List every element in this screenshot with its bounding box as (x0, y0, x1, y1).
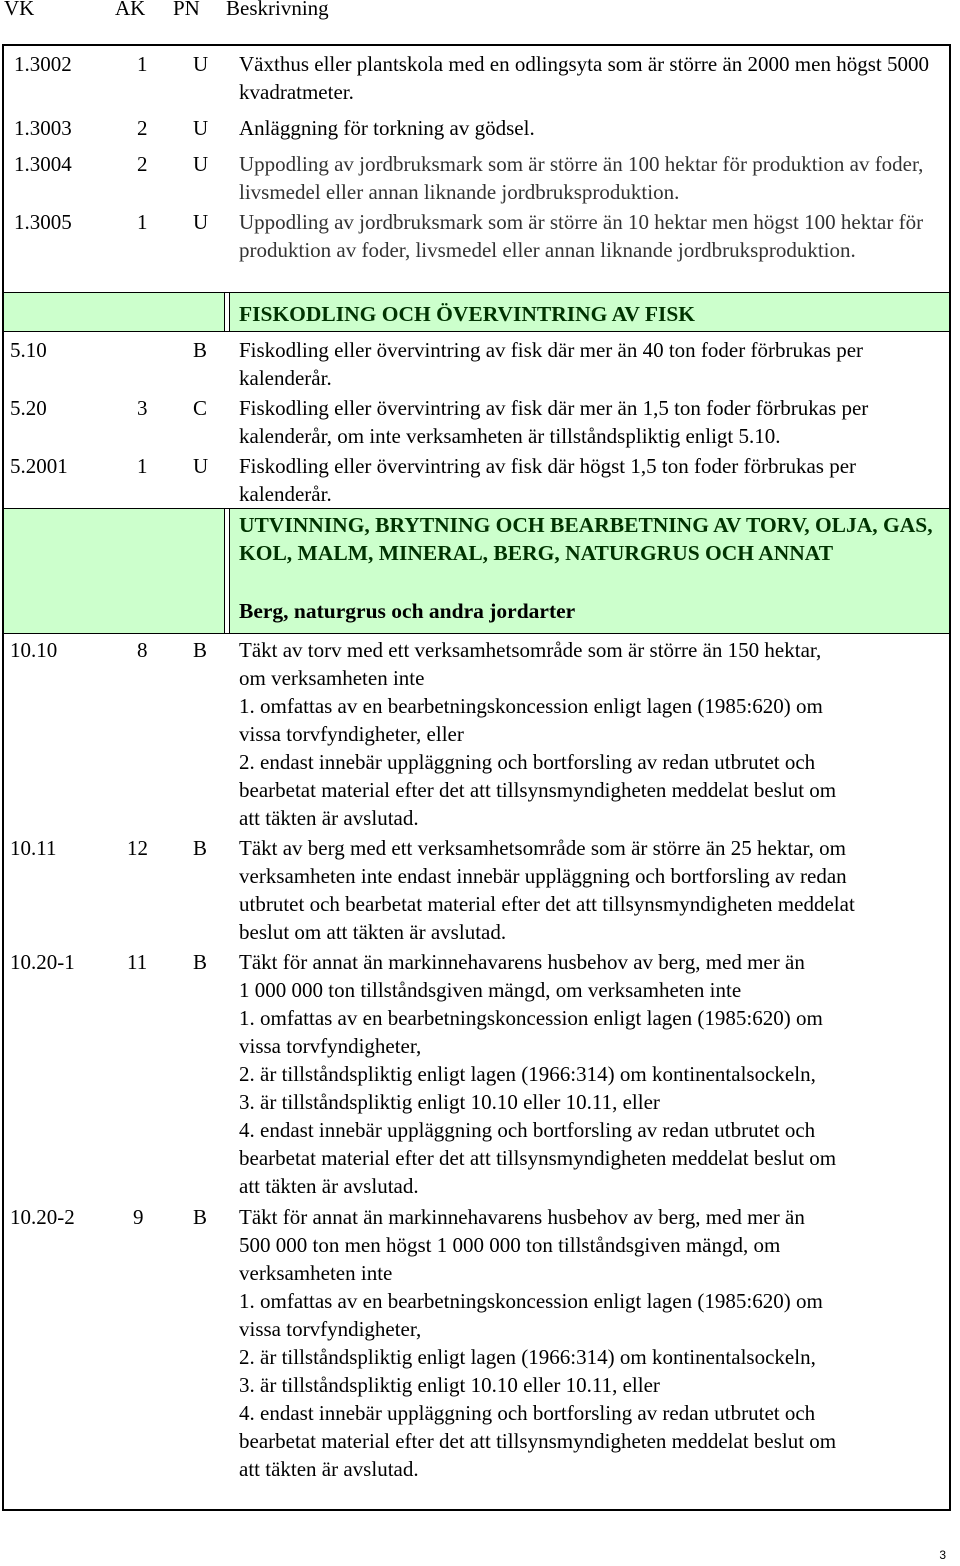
row-pn: B (193, 1205, 208, 1229)
desc-line: 4. endast innebär uppläggning och bortforsling av redan utbrutet och (239, 1401, 816, 1425)
desc-line: 1. omfattas av en bearbetningskoncession enligt lagen (1985:620) om (239, 694, 823, 718)
row-ak: 8 (137, 638, 148, 662)
desc-line: verksamheten inte endast innebär uppläggning och bortforsling av redan (239, 864, 847, 888)
row-vk: 10.20-1 (10, 950, 75, 974)
row-vk: 5.10 (10, 338, 47, 362)
desc-line: beslut om att täkten är avslutad. (239, 920, 507, 944)
row-vk: 10.20-2 (10, 1205, 75, 1229)
header-vk: VK (4, 0, 35, 20)
header-ak: AK (115, 0, 146, 20)
row-vk: 5.2001 (10, 454, 68, 478)
row-ak: 12 (127, 836, 148, 860)
row-desc (239, 636, 941, 832)
row-pn: B (193, 338, 208, 362)
desc-line: bearbetat material efter det att tillsynsmyndigheten meddelat beslut om (239, 1429, 837, 1453)
row-vk: 1.3004 (14, 152, 72, 176)
row-ak: 1 (137, 52, 148, 76)
row-desc: Uppodling av jordbruksmark som är större än 10 hektar men högst 100 hektar för produktion av foder, livsmedel eller annan liknande jordbruksproduktion. (239, 210, 924, 262)
section-header-fisk (4, 292, 949, 332)
row-desc (239, 834, 941, 946)
row-pn: U (193, 116, 209, 140)
desc-line: verksamheten inte (239, 1261, 393, 1285)
section-spacer (4, 509, 225, 633)
desc-line: att täkten är avslutad. (239, 1174, 419, 1198)
row-vk: 5.20 (10, 396, 47, 420)
row-desc: Fiskodling eller övervintring av fisk där högst 1,5 ton foder förbrukas per kalenderår. (239, 454, 857, 506)
row-desc: Fiskodling eller övervintring av fisk där mer än 40 ton foder förbrukas per kalenderår. (239, 338, 864, 390)
activity-table (2, 44, 951, 1511)
row-desc: Anläggning för torkning av gödsel. (239, 116, 535, 140)
desc-line: 1. omfattas av en bearbetningskoncession enligt lagen (1985:620) om (239, 1289, 823, 1313)
row-pn: B (193, 950, 208, 974)
header-pn: PN (173, 0, 200, 20)
row-pn: C (193, 396, 208, 420)
desc-line: Täkt för annat än markinnehavarens husbehov av berg, med mer än (239, 950, 805, 974)
row-ak: 1 (137, 454, 148, 478)
desc-line: att täkten är avslutad. (239, 806, 419, 830)
row-pn: U (193, 152, 209, 176)
section-header-utvinning (4, 508, 949, 634)
row-desc: Växthus eller plantskola med en odlingsyta som är större än 2000 men högst 5000 kvadratmeter. (239, 52, 929, 104)
row-pn: U (193, 52, 209, 76)
desc-line: vissa torvfyndigheter, eller (239, 722, 464, 746)
header-desc: Beskrivning (226, 0, 329, 20)
desc-line: att täkten är avslutad. (239, 1457, 419, 1481)
row-pn: U (193, 454, 209, 478)
desc-line: 2. endast innebär uppläggning och bortforsling av redan utbrutet och (239, 750, 816, 774)
row-desc (239, 1203, 941, 1483)
desc-line: vissa torvfyndigheter, (239, 1317, 422, 1341)
desc-line: 3. är tillståndspliktig enligt 10.10 eller 10.11, eller (239, 1090, 660, 1114)
row-pn: B (193, 638, 208, 662)
section-title: FISKODLING OCH ÖVERVINTRING AV FISK (239, 302, 696, 326)
desc-line: 1. omfattas av en bearbetningskoncession enligt lagen (1985:620) om (239, 1006, 823, 1030)
row-vk: 1.3003 (14, 116, 72, 140)
row-ak: 2 (137, 116, 148, 140)
desc-line: Täkt av torv med ett verksamhetsområde som är större än 150 hektar, (239, 638, 822, 662)
row-ak: 2 (137, 152, 148, 176)
row-vk: 1.3005 (14, 210, 72, 234)
desc-line: bearbetat material efter det att tillsynsmyndigheten meddelat beslut om (239, 778, 837, 802)
row-ak: 3 (137, 396, 148, 420)
section-subtitle: Berg, naturgrus och andra jordarter (239, 599, 576, 623)
desc-line: 4. endast innebär uppläggning och bortforsling av redan utbrutet och (239, 1118, 816, 1142)
desc-line: 1 000 000 ton tillståndsgiven mängd, om verksamheten inte (239, 978, 742, 1002)
row-vk: 1.3002 (14, 52, 72, 76)
section-title: UTVINNING, BRYTNING OCH BEARBETNING AV TORV, OLJA, GAS, KOL, MALM, MINERAL, BERG, NATURGRUS OCH ANNAT (239, 513, 933, 565)
desc-line: 2. är tillståndspliktig enligt lagen (1966:314) om kontinentalsockeln, (239, 1345, 816, 1369)
desc-line: 500 000 ton men högst 1 000 000 ton tillståndsgiven mängd, om (239, 1233, 781, 1257)
row-ak: 11 (127, 950, 148, 974)
row-desc (239, 948, 941, 1200)
desc-line: vissa torvfyndigheter, (239, 1034, 422, 1058)
desc-line: Täkt av berg med ett verksamhetsområde som är större än 25 hektar, om (239, 836, 846, 860)
desc-line: utbrutet och bearbetat material efter det att tillsynsmyndigheten meddelat (239, 892, 855, 916)
desc-line: 2. är tillståndspliktig enligt lagen (1966:314) om kontinentalsockeln, (239, 1062, 816, 1086)
row-pn: U (193, 210, 209, 234)
section-spacer (4, 293, 225, 331)
row-desc: Fiskodling eller övervintring av fisk där mer än 1,5 ton foder förbrukas per kalenderår, om inte verksamheten är tillståndspliktig enligt 5.10. (239, 396, 869, 448)
desc-line: 3. är tillståndspliktig enligt 10.10 eller 10.11, eller (239, 1373, 660, 1397)
page-number: 3 (939, 1548, 946, 1562)
row-desc: Uppodling av jordbruksmark som är större än 100 hektar för produktion av foder, livsmedel eller annan liknande jordbruksproduktion. (239, 152, 924, 204)
row-ak: 9 (133, 1205, 144, 1229)
desc-line: bearbetat material efter det att tillsynsmyndigheten meddelat beslut om (239, 1146, 837, 1170)
row-pn: B (193, 836, 208, 860)
desc-line: Täkt för annat än markinnehavarens husbehov av berg, med mer än (239, 1205, 805, 1229)
row-ak: 1 (137, 210, 148, 234)
row-vk: 10.10 (10, 638, 58, 662)
desc-line: om verksamheten inte (239, 666, 425, 690)
row-vk: 10.11 (10, 836, 57, 860)
